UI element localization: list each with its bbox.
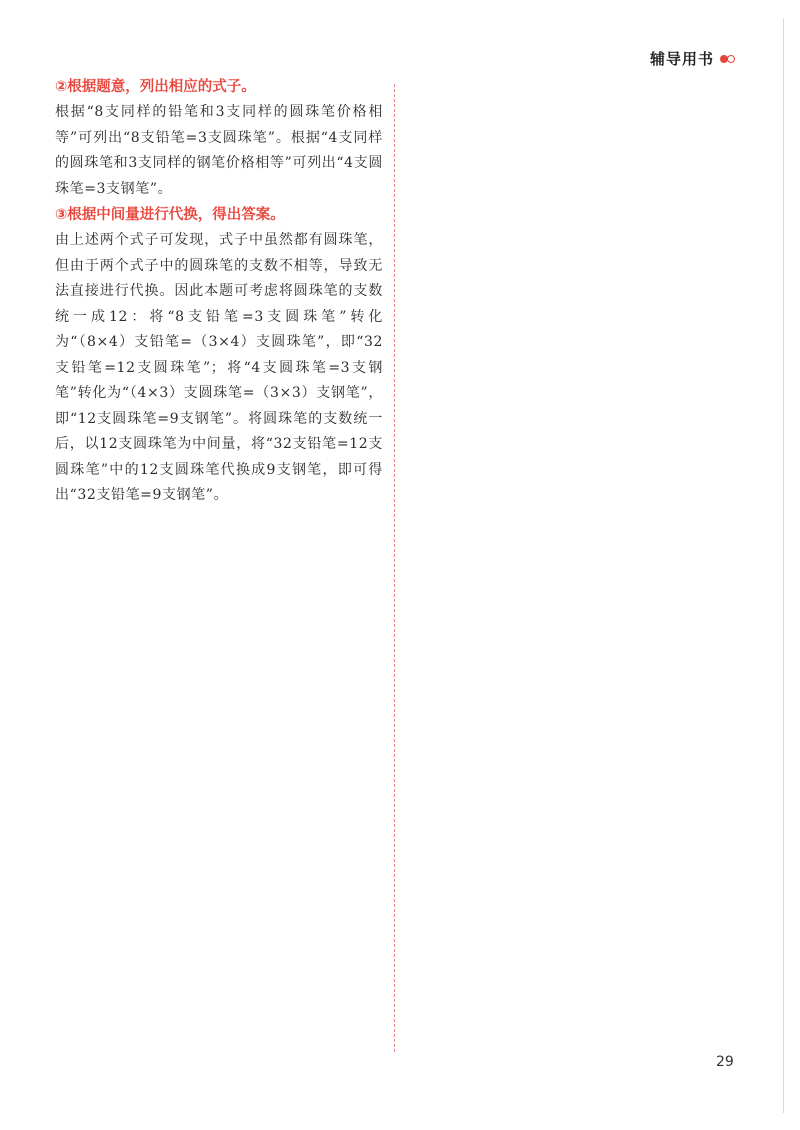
step-2-heading: ②根据题意，列出相应的式子。 (55, 79, 256, 95)
book-header (650, 48, 735, 69)
page-number: 29 (716, 1054, 734, 1070)
step-3-body: 由上述两个式子可发现，式子中虽然都有圆珠笔，但由于两个式子中的圆珠笔的支数不相等，导致无法直接进行代换。因此本题可考虑将圆珠笔的支数统一成12：将“8支铅笔=3支圆珠笔”转化为“（8×4）支铅笔=（3×4）支圆珠笔”，即“32支铅笔=12支圆珠笔”；将“4支圆珠笔=3支钢笔”转化为“（4×3）支圆珠笔=（3×3）支钢笔”，即“12支圆珠笔=9支钢笔”。将圆珠笔的支数统一后，以12支圆珠笔为中间量，将“32支铅笔=12支圆珠笔”中的12支圆珠笔代换成9支钢笔，即可得出“32支铅笔=9支钢笔”。 (55, 232, 383, 503)
header-title: 辅导用书 (650, 50, 715, 68)
column-divider (394, 84, 395, 1052)
step-2-body: 根据“8支同样的铅笔和3支同样的圆珠笔价格相等”可列出“8支铅笔=3支圆珠笔”。根据“4支同样的圆珠笔和3支同样的钢笔价格相等”可列出“4支圆珠笔=3支钢笔”。 (55, 104, 383, 197)
ring-dot (727, 55, 735, 63)
page-edge-line (783, 18, 784, 1113)
step-3-heading: ③根据中间量进行代换，得出答案。 (55, 207, 285, 223)
step-2 (55, 74, 383, 202)
solution-content (55, 74, 383, 509)
double-dot-icon (720, 55, 735, 63)
step-3 (55, 202, 383, 509)
